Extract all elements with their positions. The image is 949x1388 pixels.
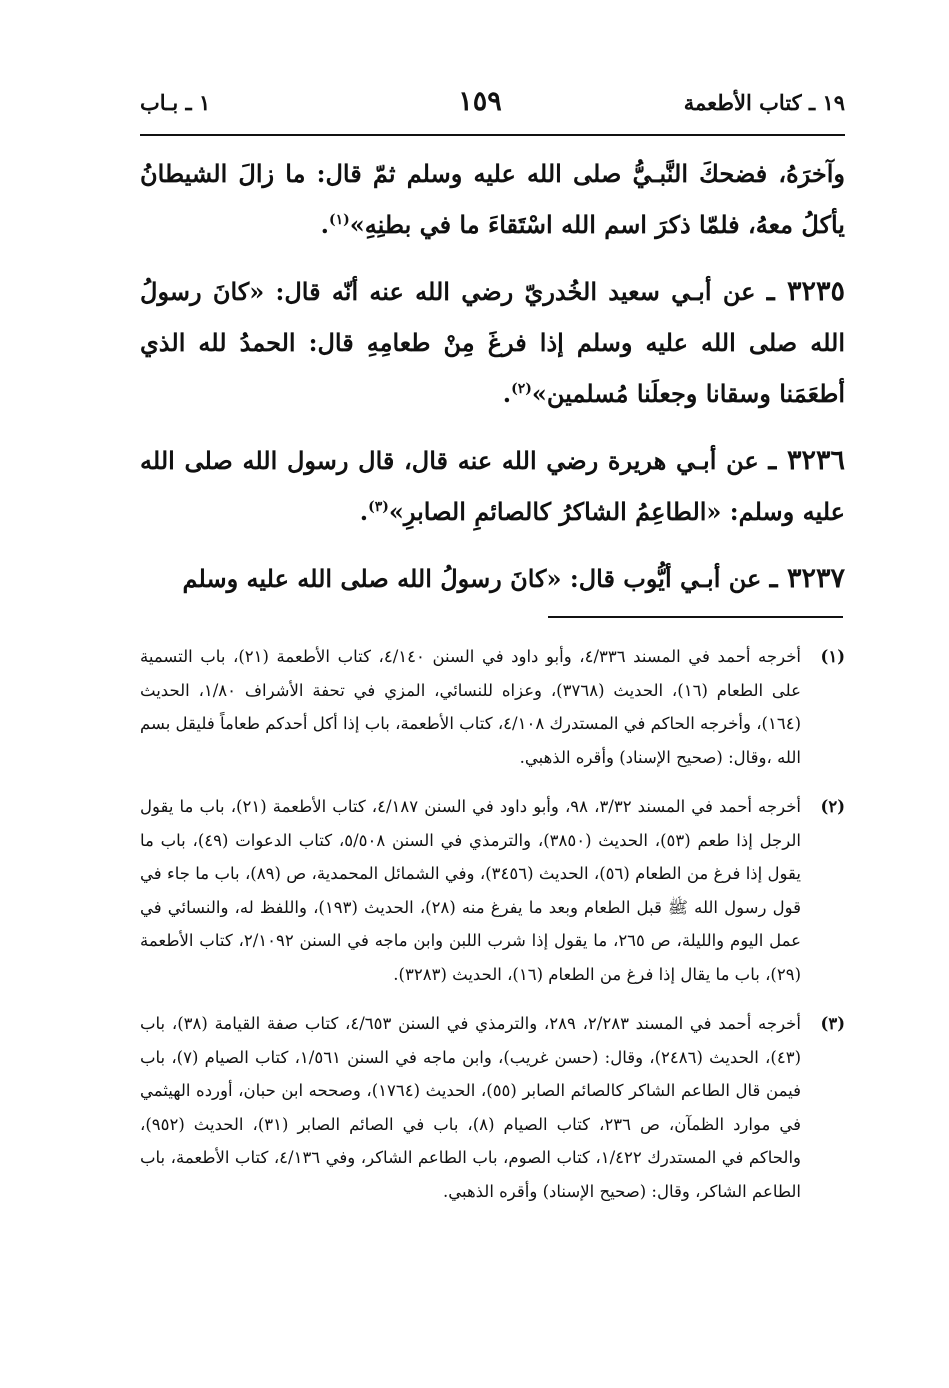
hadith-number: ٣٢٣٧ ـ [769,563,845,594]
hadith-end: . [359,497,369,526]
footnote-number: (٢) [820,797,845,816]
footnote-ref: (١) [328,212,350,228]
footnote-text: أخرجه أحمد في المسند ٢/٢٨٣، ٢٨٩، والترمذي في السنن ٤/٦٥٣، كتاب صفة القيامة (٣٨)، باب (٤٣)، الحديث (٢٤٨٦)، وقال: (حسن غريب)، وابن ماجه في السنن ١/٥٦١، كتاب الصيام (٧)، باب فيمن قال الطاعم الشاكر كالصائم الصابر (٥٥)، الحديث (١٧٦٤)، وصححه ابن حبان، أورده الهيثمي في موارد الظمآن، ص ٢٣٦، كتاب الصيام (٨)، باب في الصائم الصابر (٣١)، الحديث (٩٥٢)، والحاكم في المستدرك ١/٤٢٢، كتاب الصوم، باب الطاعم الشاكر، وفي ٤/١٣٦، كتاب الأطعمة، باب الطاعم الشاكر، وقال: (صحيح الإسناد) وأقره الذهبي. [140,1014,802,1201]
hadith-paragraph [140,266,845,419]
footnote-text: أخرجه أحمد في المسند ٤/٣٣٦، وأبو داود في السنن ٤/١٤٠، كتاب الأطعمة (٢١)، باب التسمية على الطعام (١٦)، الحديث (٣٧٦٨)، وعزاه للنسائي، المزي في تحفة الأشراف ١/٨٠، الحديث (١٦٤)، وأخرجه الحاكم في المستدرك ٤/١٠٨، كتاب الأطعمة، باب إذا أكل أحدكم طعاماً فليقل بسم الله ،وقال: (صحيح الإسناد) وأقره الذهبي. [140,647,802,767]
running-header [140,86,845,126]
hadith-paragraph [140,435,845,537]
main-text [140,148,845,620]
footnote-text: أخرجه أحمد في المسند ٣/٣٢، ٩٨، وأبو داود في السنن ٤/١٨٧، كتاب الأطعمة (٢١)، باب ما يقول الرجل إذا طعم (٥٣)، الحديث (٣٨٥٠)، والترمذي في السنن ٥/٥٠٨، كتاب الدعوات (٤٩)، باب ما يقول إذا فرغ من الطعام (٥٦)، الحديث (٣٤٥٦)، وفي الشمائل المحمدية، ص (٨٩)، باب ما جاء في قول رسول الله ﷺ قبل الطعام وبعد ما يفرغ منه (٢٨)، الحديث (١٩٣)، واللفظ له، والنسائي في عمل اليوم والليلة، ص ٢٦٥، ما يقول إذا شرب اللبن وابن ماجه في السنن ٢/١٠٩٢، كتاب الأطعمة (٢٩)، باب ما يقال إذا فرغ من الطعام (١٦)، الحديث (٣٢٨٣). [140,797,802,984]
footnote [140,790,845,991]
hadith-paragraph [140,553,845,604]
footnote-divider [548,616,843,618]
hadith-end: . [502,379,512,408]
footnote-ref: (٣) [368,499,389,515]
footnote-number: (٣) [820,1014,845,1033]
footnote-number: (١) [820,647,845,666]
hadith-text: عن أبـي سعيد الخُدريّ رضي الله عنه أنّه قال: «كانَ رسولُ الله صلى الله عليه وسلم إذا فرغَ مِنْ طعامِهِ قال: الحمدُ لله الذي أطعَمَنا وسقانا وجعلَنا مُسلمين» [140,277,845,408]
section-title: ١ ـ بـاب [140,90,211,115]
hadith-text: وآخرَهُ، فضحكَ النَّبـيُّ صلى الله عليه وسلم ثمّ قال: ما زالَ الشيطانُ يأكلُ معهُ، فلمّا ذكرَ اسم الله اسْتَقاءَ ما في بطنِهِ» [140,159,845,239]
chapter-title: ١٩ ـ كتاب الأطعمة [683,90,845,115]
hadith-paragraph [140,148,845,250]
footnote-ref: (٢) [511,381,532,397]
hadith-number: ٣٢٣٦ ـ [768,445,846,476]
hadith-text: عن أبـي هريرة رضي الله عنه قال، قال رسول الله صلى الله عليه وسلم: «الطاعِمُ الشاكرُ كالصائمِ الصابرِ» [140,446,845,526]
footnote [140,640,845,774]
footnote [140,1007,845,1208]
page-number: ١٥٩ [458,86,502,117]
hadith-number: ٣٢٣٥ ـ [766,276,846,307]
header-divider [140,134,845,136]
footnotes [140,640,845,1224]
hadith-text: عن أبـي أيُّوب قال: «كانَ رسولُ الله صلى الله عليه وسلم [182,564,762,593]
hadith-end: . [320,210,329,239]
